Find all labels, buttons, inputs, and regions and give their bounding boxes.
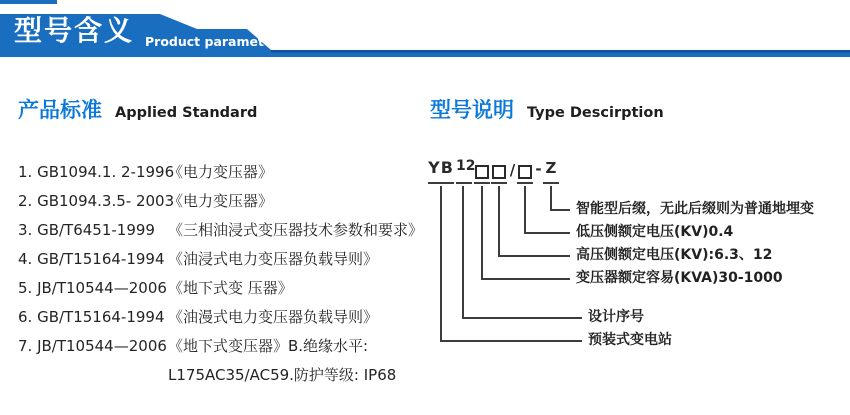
leader-vertical-lv	[524, 186, 526, 234]
standard-item	[18, 157, 418, 186]
page-title: 型号含义	[14, 14, 135, 47]
label-smart-suffix: 智能型后缀，无此后缀则为普通地埋变	[576, 201, 814, 217]
leader-vertical-hv	[498, 186, 500, 257]
typedesc-heading-zh: 型号说明	[430, 98, 514, 122]
standard-code: 3. GB/T6451-1999	[18, 220, 155, 239]
standard-title: 《电力变压器》	[168, 163, 274, 181]
leader-horizontal-prefix	[440, 340, 582, 342]
placeholder-box-icon	[492, 165, 506, 179]
standard-title: 《地下式变 压器》	[168, 279, 293, 297]
standards-heading-zh: 产品标准	[18, 98, 102, 122]
standard-title: 《地下式变压器》B.绝缘水平:	[168, 337, 369, 355]
standard-code: 5. JB/T10544—2006	[18, 278, 167, 297]
model-placeholder-box-hv	[491, 158, 507, 184]
leader-horizontal-design	[462, 317, 582, 319]
page-subtitle: Product parameters	[145, 34, 287, 49]
model-placeholder-box-capacity	[474, 158, 490, 184]
leader-horizontal-capacity	[481, 278, 570, 280]
standard-title: 《三相油浸式变压器技术参数和要求》	[168, 221, 424, 239]
standard-code: 1. GB1094.1. 2-1996	[18, 162, 175, 181]
label-design-number: 设计序号	[588, 309, 644, 325]
placeholder-box-icon	[518, 165, 532, 179]
standard-item	[18, 186, 418, 215]
standard-item	[18, 302, 418, 331]
standard-item	[18, 331, 418, 360]
standard-code: 2. GB1094.3.5- 2003	[18, 191, 175, 210]
standards-list	[18, 157, 424, 389]
standard-title: 《电力变压器》	[168, 192, 274, 210]
model-prefix: YB	[428, 158, 454, 184]
header-banner	[0, 0, 850, 60]
leader-vertical-capacity	[481, 186, 483, 280]
standard-item-continuation	[18, 360, 418, 389]
standard-title: 《油浸式电力变压器负载导则》	[168, 250, 379, 268]
label-prefab-substation: 预装式变电站	[588, 332, 672, 348]
standard-item	[18, 273, 418, 302]
typedesc-heading-en: Type Descirption	[527, 104, 664, 121]
typedesc-heading	[430, 100, 664, 121]
label-rated-capacity: 变压器额定容易(KVA)30-1000	[576, 270, 783, 286]
standard-code: 4. GB/T15164-1994	[18, 249, 165, 268]
leader-vertical-suffix	[550, 186, 552, 211]
placeholder-box-icon	[475, 165, 489, 179]
leader-vertical-design	[462, 186, 464, 319]
leader-vertical-prefix	[440, 186, 442, 342]
leader-horizontal-lv	[524, 232, 570, 234]
standard-item	[18, 244, 418, 273]
model-dash: -	[535, 160, 542, 178]
model-slash: /	[509, 161, 516, 179]
standard-code: 7. JB/T10544—2006	[18, 336, 167, 355]
model-design-number: 12	[456, 158, 472, 184]
label-hv-voltage: 高压侧额定电压(KV):6.3、12	[576, 247, 773, 263]
standards-heading-en: Applied Standard	[115, 104, 258, 121]
standard-code: 6. GB/T15164-1994	[18, 307, 165, 326]
standard-title: 《油漫式电力变压器负载导则》	[168, 308, 379, 326]
applied-standards-section	[18, 98, 424, 389]
standard-title: L175AC35/AC59.防护等级: IP68	[168, 366, 397, 384]
leader-horizontal-suffix	[550, 209, 570, 211]
standards-heading	[18, 100, 418, 121]
leader-horizontal-hv	[498, 255, 570, 257]
label-lv-voltage: 低压侧额定电压(KV)0.4	[576, 224, 734, 240]
standard-item	[18, 215, 424, 244]
model-suffix: Z	[543, 158, 559, 184]
model-placeholder-box-lv	[517, 158, 533, 184]
type-description-section	[420, 90, 850, 415]
